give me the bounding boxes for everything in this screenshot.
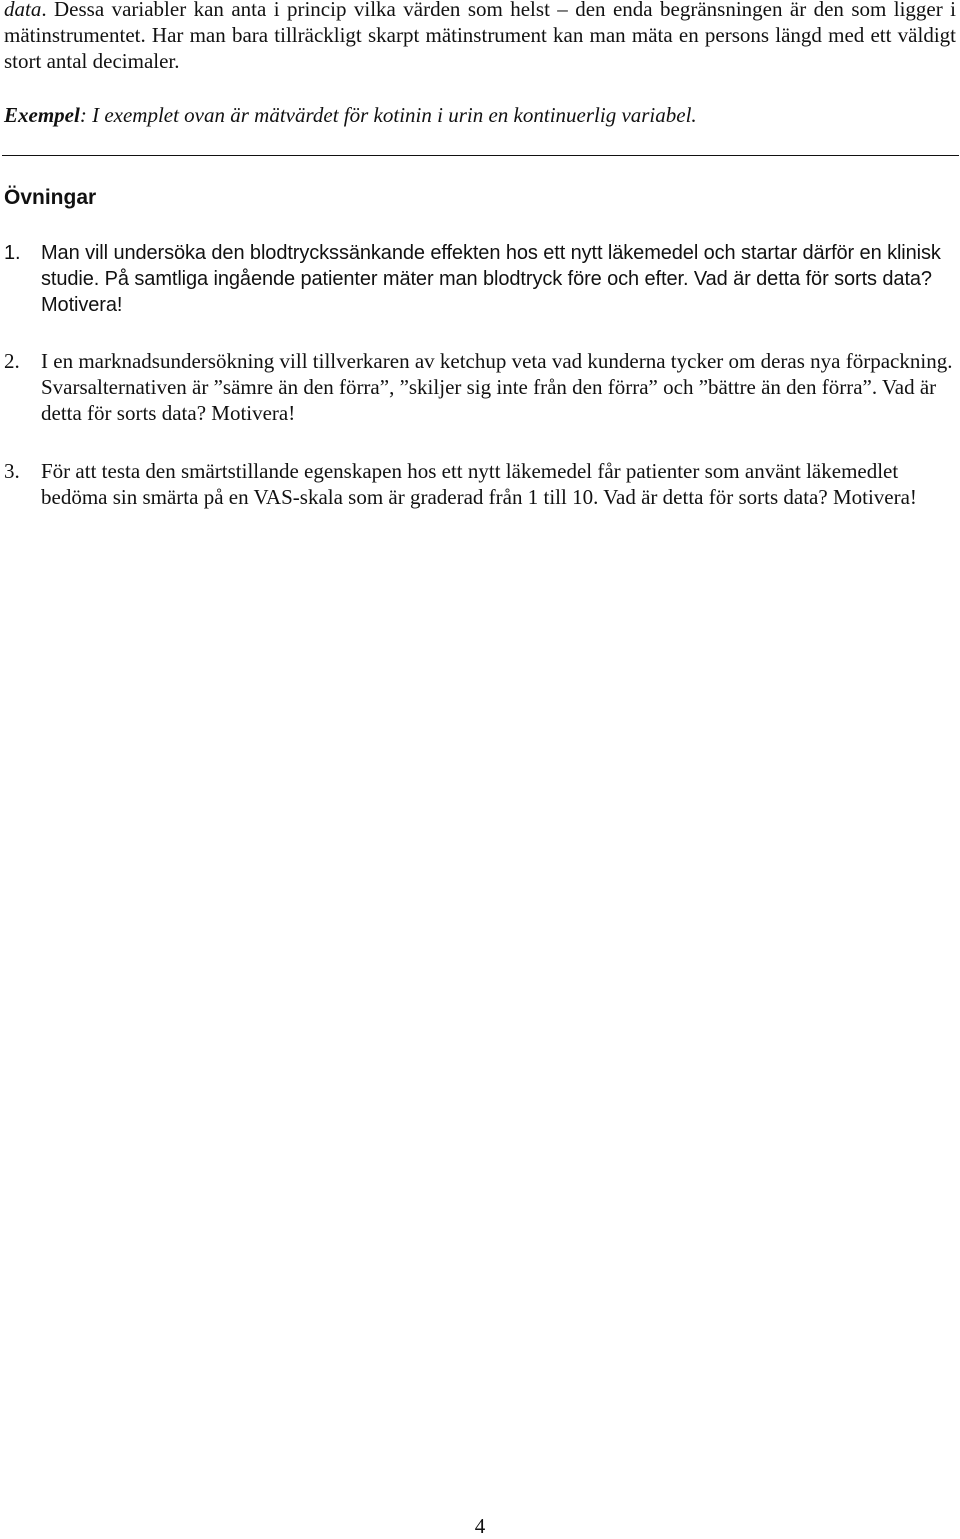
intro-paragraph — [4, 0, 956, 74]
exercise-number: 2. — [4, 349, 20, 373]
page-number: 4 — [474, 1514, 486, 1538]
example-text: : I exemplet ovan är mätvärdet för kotinin i urin en kontinuerlig variabel. — [79, 103, 697, 127]
exercise-text: I en marknadsundersökning vill tillverkaren av ketchup veta vad kunderna tycker om deras nya förpackning. Svarsalternativen är ”sämre än den förra”, ”skiljer sig inte från den förra” och ”bättre än den förra”. Vad är detta för sorts data? Motivera! — [41, 349, 953, 425]
section-heading: Övningar — [4, 186, 97, 209]
example-paragraph — [4, 102, 956, 128]
exercise-number: 1. — [4, 242, 21, 264]
section-divider — [2, 155, 959, 156]
intro-text: . Dessa variabler kan anta i princip vilka värden som helst – den enda begränsningen är den som ligger i mätinstrumentet. Har man bara tillräckligt skarpt mätinstrument kan man mäta en persons längd med ett väldigt stort antal decimaler. — [4, 0, 956, 73]
exercise-number: 3. — [4, 459, 20, 483]
exercise-text: Man vill undersöka den blodtryckssänkande effekten hos ett nytt läkemedel och startar därför en klinisk studie. På samtliga ingående patienter mäter man blodtryck före och efter. Vad är detta för sorts data? Motivera! — [41, 242, 941, 316]
exercise-text: För att testa den smärtstillande egenskapen hos ett nytt läkemedel får patienter som använt läkemedlet bedöma sin smärta på en VAS-skala som är graderad från 1 till 10. Vad är detta för sorts data? Motivera! — [41, 459, 917, 509]
intro-em-term: data — [4, 0, 42, 21]
example-label: Exempel — [4, 103, 80, 127]
